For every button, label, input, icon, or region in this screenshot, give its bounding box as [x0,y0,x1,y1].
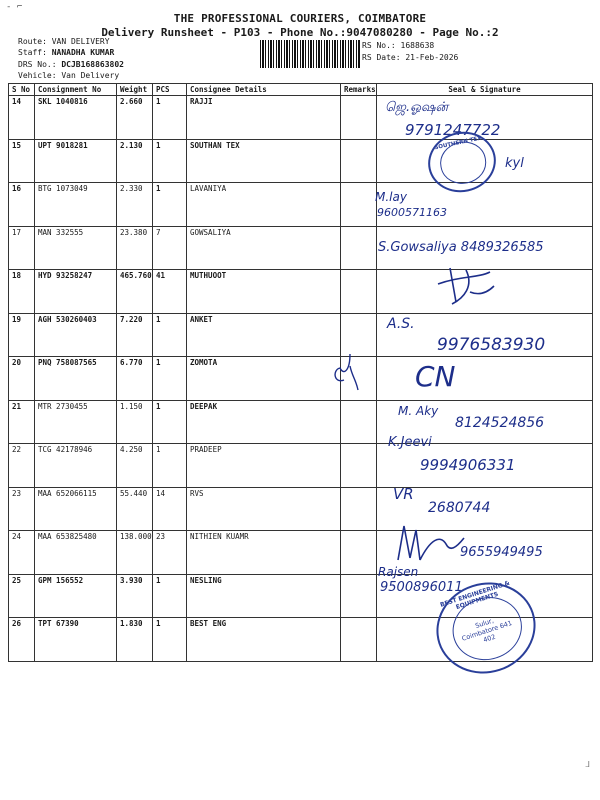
cell-consignment: SKL 1040816 [35,96,117,140]
col-consignment: Consignment No [35,84,117,96]
cell-weight: 1.830 [117,618,153,662]
table-row [9,183,593,227]
cell-sno: 23 [9,487,35,531]
cell-consignee: GOWSALIYA [187,226,341,270]
cell-remarks [341,270,377,314]
cell-consignment: AGH 530260403 [35,313,117,357]
seal-text: SOUTHERN TEX [434,135,483,152]
cell-consignment: UPT 9018281 [35,139,117,183]
cell-remarks [341,531,377,575]
cell-sno: 26 [9,618,35,662]
cell-signature [377,183,593,227]
table-row [9,96,593,140]
route-line: Route: VAN DELIVERY [18,37,110,46]
cell-remarks [341,139,377,183]
remark-mark-row-20 [330,350,360,392]
drs-label: DRS No.: [18,60,62,69]
page-mark: ⅃ [585,760,590,769]
cell-sno: 14 [9,96,35,140]
drs-number: DCJB168863802 [61,60,124,69]
cell-weight: 4.250 [117,444,153,488]
cell-consignee: LAVANIYA [187,183,341,227]
cell-consignment: MAN 332555 [35,226,117,270]
cell-sno: 16 [9,183,35,227]
rs-number: RS No.: 1688638 [362,41,435,50]
cell-pcs: 1 [153,139,187,183]
cell-pcs: 1 [153,444,187,488]
cell-weight: 23.380 [117,226,153,270]
cell-consignee: DEEPAK [187,400,341,444]
cell-remarks [341,400,377,444]
col-remarks: Remarks [341,84,377,96]
handwritten-phone-row-21: 8124524856 [455,415,545,431]
cell-consignee: SOUTHAN TEX [187,139,341,183]
cell-consignee: RAJJI [187,96,341,140]
cell-consignment: TCG 42178946 [35,444,117,488]
staff-line [18,48,114,58]
cell-remarks [341,487,377,531]
cell-pcs: 1 [153,313,187,357]
handwritten-signature-row-24 [390,520,470,566]
barcode [260,40,360,68]
staff-name: NANADHA KUMAR [51,48,115,57]
cell-pcs: 1 [153,618,187,662]
cell-weight: 2.330 [117,183,153,227]
col-weight: Weight [117,84,153,96]
cell-sno: 24 [9,531,35,575]
handwritten-signature-row-20: CN [415,360,456,393]
cell-consignee: ANKET [187,313,341,357]
cell-remarks [341,574,377,618]
handwritten-phone-row-24: 9655949495 [460,545,543,560]
cell-pcs: 1 [153,96,187,140]
cell-sno: 22 [9,444,35,488]
table-header [9,84,593,96]
cell-weight: 138.000 [117,531,153,575]
cell-remarks [341,96,377,140]
table-row [9,270,593,314]
cell-consignee: PRADEEP [187,444,341,488]
cell-consignee: BEST ENG [187,618,341,662]
table-row [9,357,593,401]
cell-consignment: HYD 93258247 [35,270,117,314]
cell-consignment: MAA 653825480 [35,531,117,575]
cell-consignment: PNQ 758087565 [35,357,117,401]
cell-remarks [341,444,377,488]
cell-pcs: 1 [153,183,187,227]
cell-pcs: 7 [153,226,187,270]
cell-weight: 7.220 [117,313,153,357]
cell-sno: 15 [9,139,35,183]
cell-sno: 17 [9,226,35,270]
cell-pcs: 41 [153,270,187,314]
cell-remarks [341,618,377,662]
table-row [9,487,593,531]
col-pcs: PCS [153,84,187,96]
cell-signature [377,357,593,401]
seal-ring-text: BEST ENGINEERING & EQUIPMENTS [439,579,511,612]
handwritten-phone-row-25: 9500896011 [380,580,463,595]
cell-sno: 25 [9,574,35,618]
cell-pcs: 1 [153,400,187,444]
cell-consignment: BTG 1073049 [35,183,117,227]
rs-date: RS Date: 21-Feb-2026 [362,53,459,62]
cell-weight: 2.660 [117,96,153,140]
handwritten-name-row-25: Rajsen [378,565,419,579]
company-title: THE PROFESSIONAL COURIERS, COIMBATORE [173,12,427,25]
col-seal-signature: Seal & Signature [377,84,593,96]
cell-pcs: 14 [153,487,187,531]
col-consignee: Consignee Details [187,84,341,96]
cell-weight: 55.440 [117,487,153,531]
cell-remarks [341,226,377,270]
cell-consignment: MTR 2730455 [35,400,117,444]
seal-center-text: Sulur, Coimbatore 641 402 [460,616,514,645]
vehicle-line: Vehicle: Van Delivery [18,71,120,80]
cell-remarks [341,183,377,227]
cell-sno: 19 [9,313,35,357]
cell-sno: 20 [9,357,35,401]
cell-pcs: 1 [153,357,187,401]
handwritten-signature-row-15: kyl [505,156,524,171]
cell-weight: 465.760 [117,270,153,314]
cell-sno: 18 [9,270,35,314]
handwritten-phone-row-22: 9994906331 [420,456,516,474]
handwritten-name-row-14: ஜெ.ஓஷன் [385,100,449,115]
runsheet-title: Delivery Runsheet - P103 - Phone No.:9047080280 - Page No.:2 [101,26,499,39]
handwritten-signature-row-17: S.Gowsaliya 8489326585 [378,240,544,255]
col-sno: S No [9,84,35,96]
cell-consignee: NITHIEN KUAMR [187,531,341,575]
handwritten-phone-row-19: 9976583930 [437,335,546,355]
cell-weight: 1.150 [117,400,153,444]
cell-consignee: RVS [187,487,341,531]
cell-consignee: ZOMOTA [187,357,341,401]
handwritten-signature-row-19: A.S. [387,316,415,332]
handwritten-signature-row-23: VR [393,485,414,503]
handwritten-phone-row-14: 9791247722 [405,121,501,139]
handwritten-phone-row-16: 9600571163 [377,206,447,219]
cell-weight: 6.770 [117,357,153,401]
drs-line [18,60,124,70]
corner-mark: ‑ ⌐ [6,2,23,12]
cell-weight: 3.930 [117,574,153,618]
handwritten-phone-row-23: 2680744 [428,500,491,516]
cell-consignee: NESLING [187,574,341,618]
handwritten-name-row-16: M.lay [375,190,407,204]
handwritten-signature-row-18 [430,262,500,308]
cell-consignment: MAA 652066115 [35,487,117,531]
cell-weight: 2.130 [117,139,153,183]
handwritten-name-row-21: M. Aky [398,404,439,418]
cell-pcs: 1 [153,574,187,618]
staff-label: Staff: [18,48,52,57]
handwritten-name-row-22: K.Jeevi [388,435,432,450]
cell-pcs: 23 [153,531,187,575]
cell-consignee: MUTHUOOT [187,270,341,314]
cell-consignment: GPM 156552 [35,574,117,618]
cell-sno: 21 [9,400,35,444]
cell-consignment: TPT 67390 [35,618,117,662]
